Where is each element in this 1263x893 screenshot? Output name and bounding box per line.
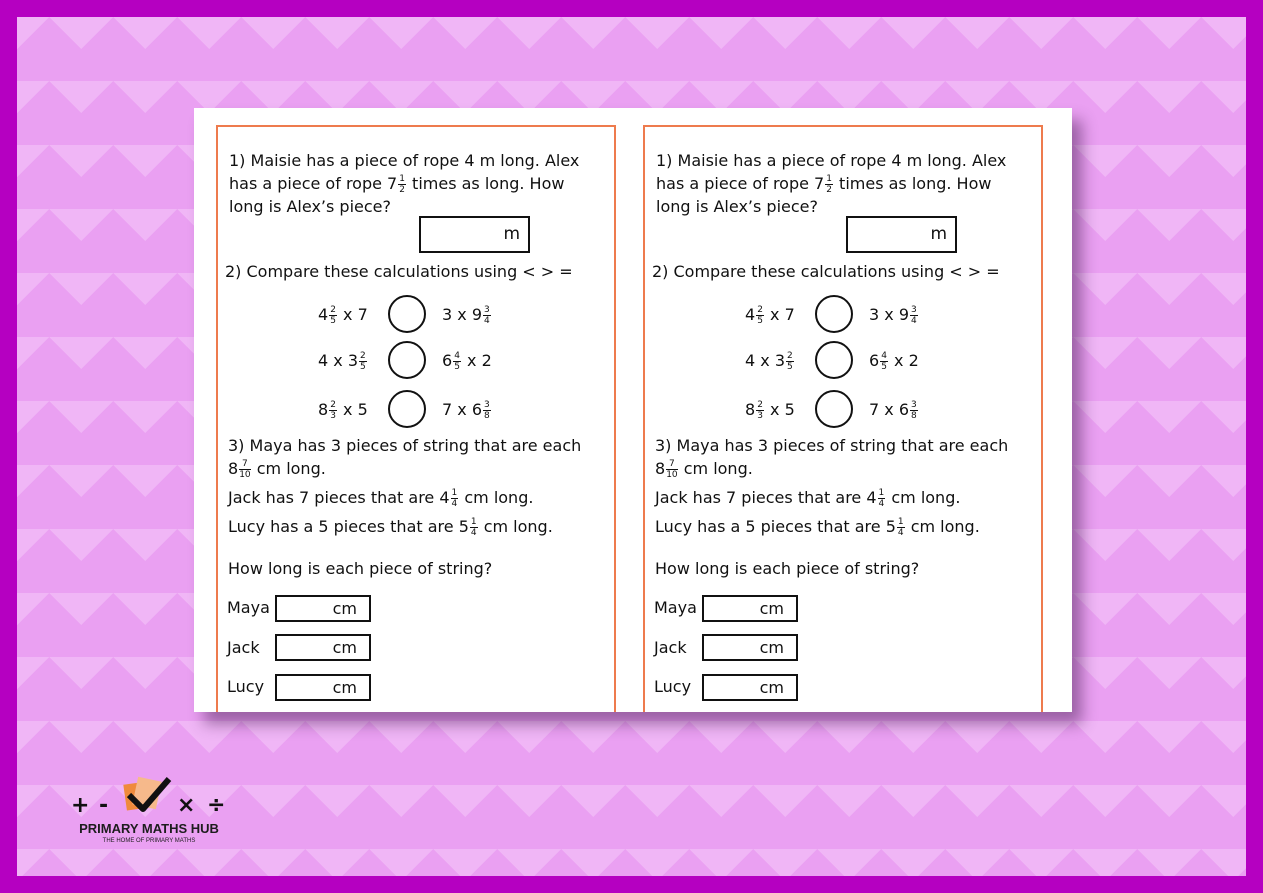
- comparison-circle[interactable]: [388, 390, 426, 428]
- q3-question: How long is each piece of string?: [655, 559, 920, 578]
- answer-box-maya[interactable]: cm: [275, 595, 371, 622]
- answer-box-maya[interactable]: cm: [702, 595, 798, 622]
- worksheet-preview: [194, 108, 1072, 712]
- q1-line3: long is Alex’s piece?: [229, 197, 391, 216]
- q3-question: How long is each piece of string?: [228, 559, 493, 578]
- logo-symbols: [71, 773, 241, 819]
- answer-label-jack: Jack: [227, 638, 260, 657]
- question-1: [656, 149, 1036, 218]
- comparison-circle[interactable]: [815, 295, 853, 333]
- worksheet-card-right: [643, 125, 1043, 712]
- answer-box-lucy[interactable]: cm: [275, 674, 371, 701]
- comparison-row: 4 $\frac{2}{5}$ x 7 3 x 9 $\frac{3}{4}$: [218, 295, 618, 335]
- fraction: $\frac{1}{2}$: [826, 174, 832, 195]
- comparison-row: 4 $\frac{2}{5}$ x 7 3 x 9 $\frac{3}{4}$: [645, 295, 1045, 335]
- answer-box-jack[interactable]: cm: [275, 634, 371, 661]
- q1-line1: 1) Maisie has a piece of rope 4 m long. Alex: [229, 151, 580, 170]
- question-3: 3) Maya has 3 pieces of string that are each 8 $\frac{7}{10}$ cm long. Jack has 7 pieces that are 4 $\frac{1}{4}$ cm long. Lucy has a 5 pieces that are 5 $\frac{1}{4}$ cm long.: [228, 436, 582, 538]
- question-3: 3) Maya has 3 pieces of string that are each 8 $\frac{7}{10}$ cm long. Jack has 7 pieces that are 4 $\frac{1}{4}$ cm long. Lucy has a 5 pieces that are 5 $\frac{1}{4}$ cm long.: [655, 436, 1009, 538]
- comparison-circle[interactable]: [388, 295, 426, 333]
- divide-icon: ÷: [207, 793, 226, 818]
- answer-label-jack: Jack: [654, 638, 687, 657]
- answer-box-lucy[interactable]: cm: [702, 674, 798, 701]
- fraction: $\frac{1}{2}$: [399, 174, 405, 195]
- q1-line2: has a piece of rope 7 $\frac{1}{2}$ times as long. How: [656, 174, 992, 195]
- question-2-prompt: 2) Compare these calculations using < > =: [225, 262, 573, 281]
- logo-name: PRIMARY MATHS HUB: [79, 821, 219, 836]
- answer-box-metres[interactable]: m: [419, 216, 530, 253]
- answer-label-lucy: Lucy: [654, 677, 692, 696]
- worksheet-card-left: [216, 125, 616, 712]
- comparison-row: 4 x 3 $\frac{2}{5}$ 6 $\frac{4}{5}$ x 2: [645, 341, 1045, 381]
- answer-box-metres[interactable]: m: [846, 216, 957, 253]
- plus-icon: +: [71, 793, 90, 818]
- primary-maths-hub-logo: [61, 769, 241, 849]
- comparison-circle[interactable]: [815, 341, 853, 379]
- multiply-icon: ×: [177, 793, 196, 818]
- answer-label-lucy: Lucy: [227, 677, 265, 696]
- minus-icon: -: [99, 793, 109, 818]
- logo-tagline: THE HOME OF PRIMARY MATHS: [102, 838, 196, 844]
- answer-label-maya: Maya: [227, 598, 270, 617]
- question-2-prompt: 2) Compare these calculations using < > =: [652, 262, 1000, 281]
- comparison-row: 8 $\frac{2}{3}$ x 5 7 x 6 $\frac{3}{8}$: [218, 390, 618, 430]
- question-1: [229, 149, 609, 218]
- comparison-row: 4 x 3 $\frac{2}{5}$ 6 $\frac{4}{5}$ x 2: [218, 341, 618, 381]
- q1-line2: has a piece of rope 7 $\frac{1}{2}$ times as long. How: [229, 174, 565, 195]
- q1-line1: 1) Maisie has a piece of rope 4 m long. Alex: [656, 151, 1007, 170]
- q1-line3: long is Alex’s piece?: [656, 197, 818, 216]
- chevron-background: [17, 17, 1246, 876]
- comparison-circle[interactable]: [815, 390, 853, 428]
- answer-box-jack[interactable]: cm: [702, 634, 798, 661]
- comparison-circle[interactable]: [388, 341, 426, 379]
- answer-label-maya: Maya: [654, 598, 697, 617]
- checkmark-icon: [121, 773, 181, 817]
- comparison-row: 8 $\frac{2}{3}$ x 5 7 x 6 $\frac{3}{8}$: [645, 390, 1045, 430]
